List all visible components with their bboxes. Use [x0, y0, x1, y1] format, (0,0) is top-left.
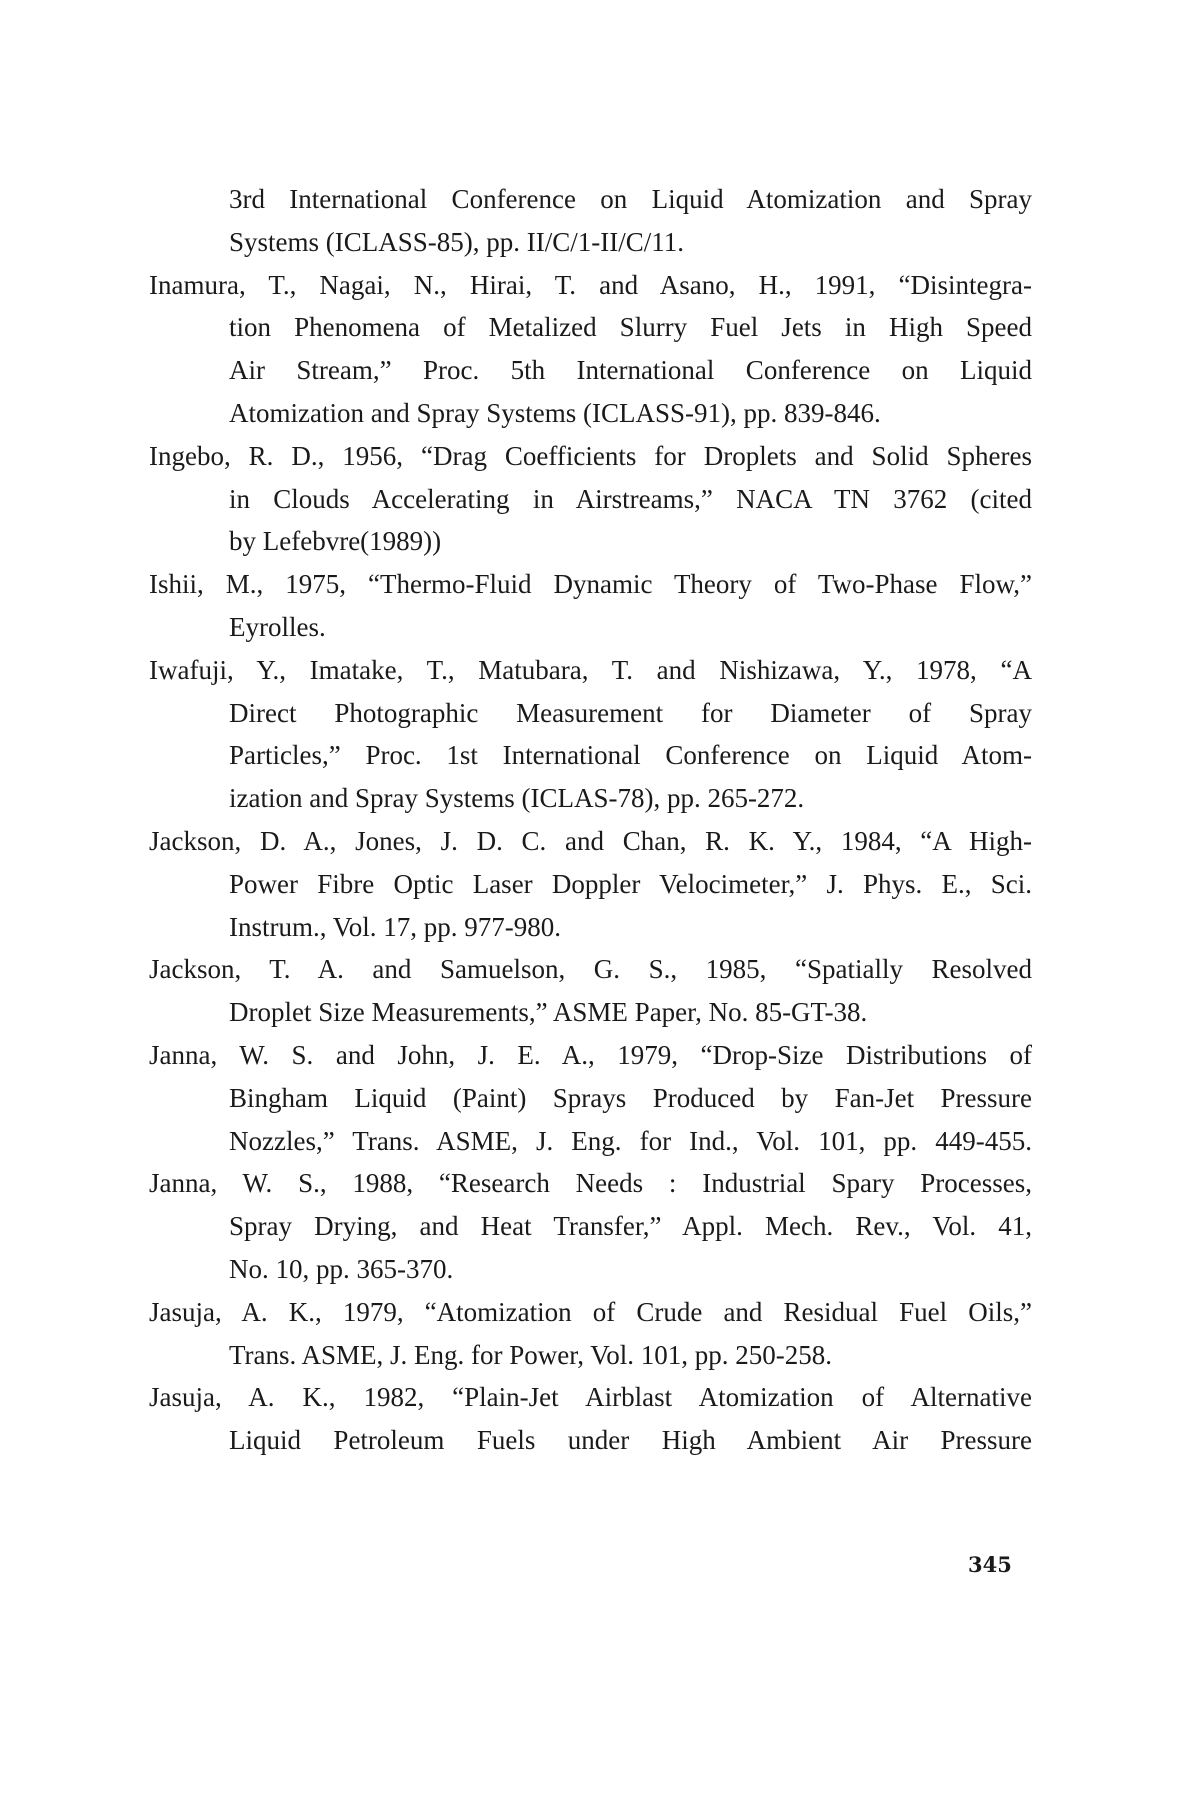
reference-entry: [149, 1376, 1032, 1462]
reference-line: Liquid Petroleum Fuels under High Ambient Air Pressure: [229, 1425, 1032, 1456]
reference-entry: [149, 1291, 1032, 1377]
reference-line: Jackson, D. A., Jones, J. D. C. and Chan, R. K. Y., 1984, “A High-: [149, 825, 1032, 856]
reference-line: Trans. ASME, J. Eng. for Power, Vol. 101, pp. 250-258.: [229, 1339, 832, 1370]
reference-entry: [149, 178, 1032, 264]
reference-list: [149, 178, 1032, 1462]
reference-line: Spray Drying, and Heat Transfer,” Appl. Mech. Rev., Vol. 41,: [229, 1211, 1032, 1242]
reference-line: Instrum., Vol. 17, pp. 977-980.: [229, 911, 562, 942]
reference-entry: [149, 948, 1032, 1034]
reference-line: Atomization and Spray Systems (ICLASS-91), pp. 839-846.: [229, 397, 881, 428]
reference-line: Direct Photographic Measurement for Diameter of Spray: [229, 697, 1032, 728]
reference-entry: [149, 820, 1032, 948]
reference-line: Droplet Size Measurements,” ASME Paper, No. 85-GT-38.: [229, 997, 868, 1028]
reference-line: Nozzles,” Trans. ASME, J. Eng. for Ind., Vol. 101, pp. 449-455.: [229, 1125, 1032, 1156]
reference-line: in Clouds Accelerating in Airstreams,” NACA TN 3762 (cited: [229, 483, 1032, 514]
reference-line: Jasuja, A. K., 1982, “Plain-Jet Airblast Atomization of Alternative: [149, 1382, 1032, 1413]
reference-line: Jasuja, A. K., 1979, “Atomization of Crude and Residual Fuel Oils,”: [149, 1296, 1032, 1327]
reference-line: tion Phenomena of Metalized Slurry Fuel Jets in High Speed: [229, 312, 1032, 343]
reference-line: Jackson, T. A. and Samuelson, G. S., 1985, “Spatially Resolved: [149, 954, 1032, 985]
reference-entry: [149, 435, 1032, 563]
reference-line: Janna, W. S. and John, J. E. A., 1979, “Drop-Size Distributions of: [149, 1039, 1032, 1070]
reference-line: Iwafuji, Y., Imatake, T., Matubara, T. and Nishizawa, Y., 1978, “A: [149, 654, 1032, 685]
reference-line: Janna, W. S., 1988, “Research Needs : Industrial Spary Processes,: [149, 1168, 1032, 1199]
reference-line: by Lefebvre(1989)): [229, 526, 442, 557]
reference-line: 3rd International Conference on Liquid Atomization and Spray: [229, 184, 1032, 214]
reference-line: Systems (ICLASS-85), pp. II/C/1-II/C/11.: [229, 226, 684, 257]
page-number: 345: [968, 1552, 1012, 1577]
reference-entry: [149, 1034, 1032, 1162]
reference-entry: [149, 1162, 1032, 1290]
reference-line: Air Stream,” Proc. 5th International Conference on Liquid: [229, 355, 1032, 386]
reference-line: Ingebo, R. D., 1956, “Drag Coefficients for Droplets and Solid Spheres: [149, 440, 1032, 471]
reference-line: ization and Spray Systems (ICLAS-78), pp. 265-272.: [229, 783, 805, 814]
reference-line: Ishii, M., 1975, “Thermo-Fluid Dynamic Theory of Two-Phase Flow,”: [149, 569, 1032, 600]
reference-line: Power Fibre Optic Laser Doppler Velocimeter,” J. Phys. E., Sci.: [229, 868, 1032, 899]
reference-line: Eyrolles.: [229, 611, 326, 642]
reference-entry: [149, 264, 1032, 435]
reference-line: Inamura, T., Nagai, N., Hirai, T. and Asano, H., 1991, “Disintegra-: [149, 269, 1032, 300]
reference-entry: [149, 563, 1032, 649]
reference-line: Bingham Liquid (Paint) Sprays Produced by Fan-Jet Pressure: [229, 1082, 1032, 1113]
reference-line: No. 10, pp. 365-370.: [229, 1253, 454, 1284]
reference-entry: [149, 649, 1032, 820]
reference-line: Particles,” Proc. 1st International Conference on Liquid Atom-: [229, 740, 1032, 771]
